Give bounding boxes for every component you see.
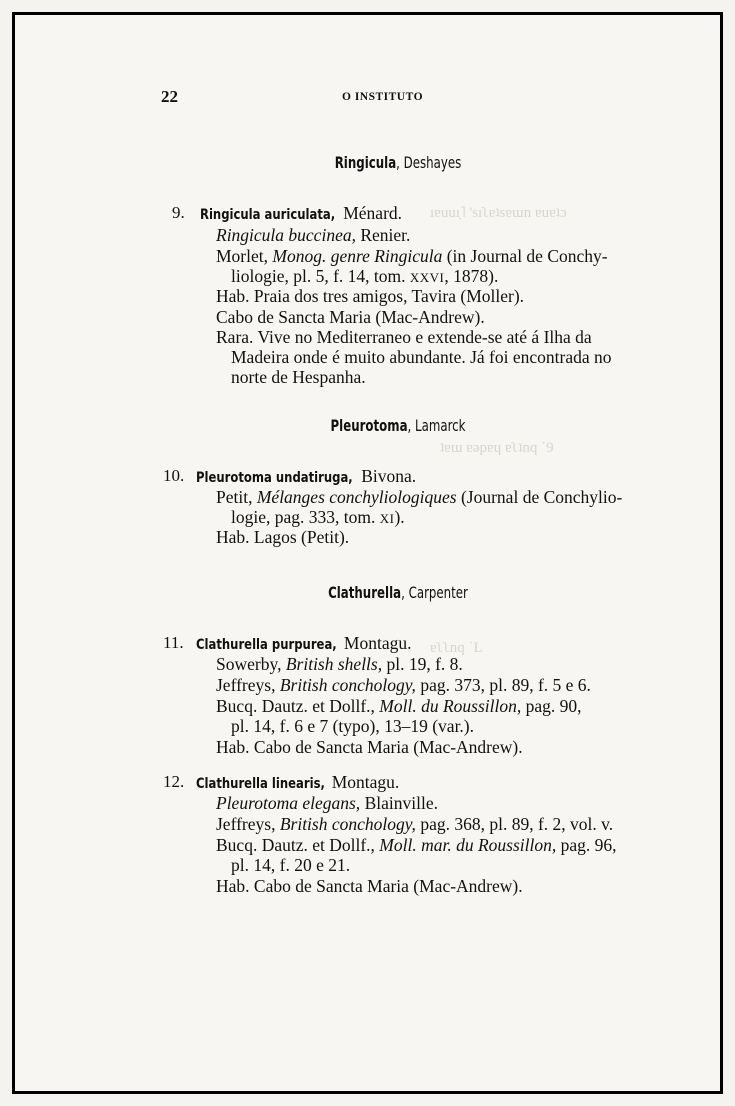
reference-line: Sowerby, British shells, pl. 19, f. 8. xyxy=(216,654,463,674)
habitat-line: Hab. Praia dos tres amigos, Tavira (Moller). xyxy=(216,286,525,306)
page-number: 22 xyxy=(161,87,178,106)
entry-number: 11. xyxy=(163,633,184,652)
page-frame xyxy=(12,12,723,1094)
reference-line-cont: pl. 14, f. 6 e 7 (typo), 13–19 (var.). xyxy=(231,716,475,736)
show-through: ıɐuuı̣˥ 'sıʅɐʇsɐɯn ɐuɐʇɔ xyxy=(430,205,567,221)
species-heading: Clathurella purpurea, Montagu. xyxy=(196,633,412,653)
species-heading: Pleurotoma undatiruga, Bivona. xyxy=(196,466,417,486)
species-heading: Ringicula auriculata, Ménard. xyxy=(200,203,403,223)
reference-line-cont: liologie, pl. 5, f. 14, tom. XXVI, 1878). xyxy=(231,266,499,286)
reference-line: Jeffreys, British conchology, pag. 368, pl. 89, f. 2, vol. v. xyxy=(216,814,614,834)
habitat-line: Hab. Cabo de Sancta Maria (Mac-Andrew). xyxy=(216,876,523,896)
species-heading: Clathurella linearis, Montagu. xyxy=(196,772,400,792)
synonym-line: Ringicula buccinea, Renier. xyxy=(216,225,411,245)
show-through: ʇɐɯ ɐǝpɐɥ ɐʅʇnq ˙9 xyxy=(440,440,554,456)
habitat-line: Cabo de Sancta Maria (Mac-Andrew). xyxy=(216,307,485,327)
habitat-line: Hab. Cabo de Sancta Maria (Mac-Andrew). xyxy=(216,737,523,757)
section-heading-ringicula: Ringicula, Deshayes xyxy=(334,153,462,172)
habitat-line: Hab. Lagos (Petit). xyxy=(216,527,350,547)
note-line: norte de Hespanha. xyxy=(231,367,366,387)
note-line: Rara. Vive no Mediterraneo e extende-se até á Ilha da xyxy=(216,327,592,347)
section-heading-pleurotoma: Pleurotoma, Lamarck xyxy=(330,416,466,435)
entry-number: 10. xyxy=(163,466,185,485)
section-heading-clathurella: Clathurella, Carpenter xyxy=(328,583,468,602)
reference-line-cont: logie, pag. 333, tom. XI). xyxy=(231,507,405,527)
entry-number: 9. xyxy=(172,203,185,222)
synonym-line: Pleurotoma elegans, Blainville. xyxy=(216,793,438,813)
reference-line: Bucq. Dautz. et Dollf., Moll. mar. du Roussillon, pag. 96, xyxy=(216,835,617,855)
show-through: ɐʅʅnq ˙L xyxy=(430,640,483,656)
entry-number: 12. xyxy=(163,772,185,791)
note-line: Madeira onde é muito abundante. Já foi encontrada no xyxy=(231,347,612,367)
reference-line: Morlet, Monog. genre Ringicula (in Journal de Conchy- xyxy=(216,246,608,266)
reference-line: Jeffreys, British conchology, pag. 373, pl. 89, f. 5 e 6. xyxy=(216,675,591,695)
reference-line: Bucq. Dautz. et Dollf., Moll. du Roussillon, pag. 90, xyxy=(216,696,582,716)
reference-line: Petit, Mélanges conchyliologiques (Journal de Conchylio- xyxy=(216,487,623,507)
reference-line-cont: pl. 14, f. 20 e 21. xyxy=(231,855,351,875)
running-head: O INSTITUTO xyxy=(342,91,424,103)
